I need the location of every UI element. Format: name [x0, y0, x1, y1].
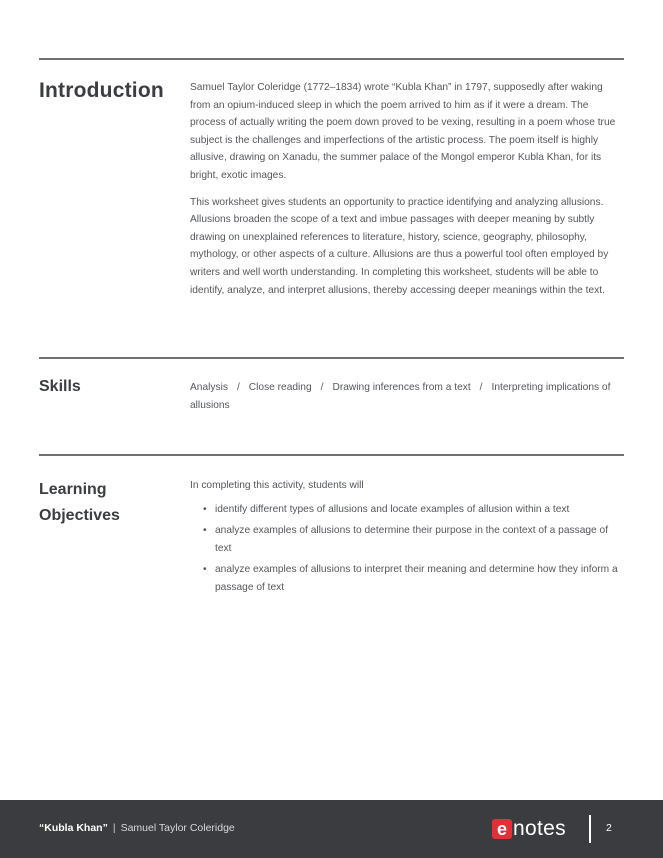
objective-text: analyze examples of allusions to determine their purpose in the context of a passage of text — [215, 525, 609, 554]
skills-rule — [39, 357, 624, 359]
bullet-icon: • — [203, 525, 207, 537]
objectives-intro: In completing this activity, students will — [190, 480, 364, 491]
enotes-e-icon: e — [492, 819, 512, 839]
objective-text: identify different types of allusions and locate examples of allusion within a text — [215, 503, 570, 515]
objectives-list — [190, 501, 624, 597]
footer-vertical-divider — [589, 815, 591, 843]
skills-list — [190, 379, 624, 414]
footer-author: Samuel Taylor Coleridge — [120, 822, 235, 834]
skill-separator: / — [320, 382, 324, 393]
introduction-heading: Introduction — [39, 79, 164, 102]
footer-citation — [39, 822, 235, 834]
skill-separator: / — [236, 382, 240, 393]
bullet-icon: • — [203, 564, 207, 576]
page-number: 2 — [606, 822, 612, 834]
introduction-paragraph-2: This worksheet gives students an opportunity to practice identifying and analyzing allusions. Allusions broaden the scope of a text and imbue passages with deeper meaning by subtly drawing on unexplained references to literature, history, science, geography, philosophy, mythology, or other aspects of a culture. Allusions are thus a powerful tool often employed by writers and well worth understanding. In completing this worksheet, students will be able to identify, analyze, and interpret allusions, thereby accessing deeper meanings within the text. — [190, 196, 609, 296]
introduction-paragraph-1: Samuel Taylor Coleridge (1772–1834) wrote “Kubla Khan” in 1797, supposedly after waking from an opium-induced sleep in which the poem arrived to him as if it were a dream. The process of actually writing the poem down proved to be vexing, resulting in a poem whose true subject is the challenges and imperfections of the artistic process. The poem itself is highly allusive, drawing on Xanadu, the summer palace of the Mongol emperor Kubla Khan, for its bright, exotic images. — [190, 82, 616, 181]
list-item — [190, 501, 624, 519]
skill-item: Analysis — [190, 382, 228, 393]
page-footer — [0, 800, 663, 858]
footer-work-title: “Kubla Khan” — [39, 822, 108, 834]
enotes-logo — [492, 817, 566, 841]
introduction-body — [190, 79, 624, 308]
objectives-heading — [39, 477, 120, 529]
objectives-body — [190, 477, 624, 601]
list-item — [190, 522, 624, 557]
skill-item: Interpreting implications of allusions — [190, 382, 611, 411]
skills-heading: Skills — [39, 378, 81, 395]
skill-separator: / — [479, 382, 483, 393]
skill-item: Close reading — [248, 382, 312, 393]
list-item — [190, 561, 624, 596]
objective-text: analyze examples of allusions to interpret their meaning and determine how they inform a passage of text — [215, 564, 618, 593]
objectives-rule — [39, 454, 624, 456]
objectives-heading-line-1: Learning — [39, 481, 107, 498]
objectives-heading-line-2: Objectives — [39, 507, 120, 524]
enotes-logo-text: notes — [513, 817, 566, 840]
footer-divider-text: | — [112, 822, 116, 834]
skill-item: Drawing inferences from a text — [332, 382, 471, 393]
bullet-icon: • — [203, 503, 207, 515]
top-rule — [39, 58, 624, 60]
